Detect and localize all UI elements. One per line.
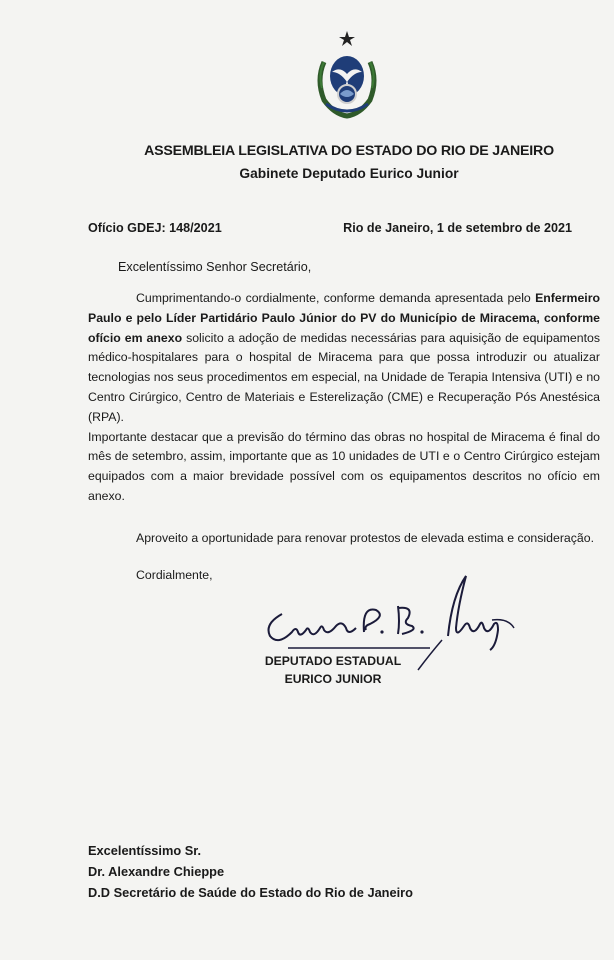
paragraph-request [88,289,600,428]
closing-thanks: Aproveito a oportunidade para renovar protestos de elevada estima e consideração. [136,531,595,545]
signatory-title: DEPUTADO ESTADUAL [264,654,402,668]
salutation: Excelentíssimo Senhor Secretário, [118,260,312,274]
institution-heading: ASSEMBLEIA LEGISLATIVA DO ESTADO DO RIO DE JANEIRO [144,143,554,159]
paragraph-request-text-2: solicito a adoção de medidas necessárias para aquisição de equipamentos médico-hospitalares para o hospital de Miracema para que possa introduzir ou atualizar tecnologias nos seus procedimentos em especial, na Unidade de Terapia Intensiva (UTI) e no Centro Cirúrgico, Centro de Materiais e Esterelização (CME) e Recuperação Pós Anestésica (RPA). [88,330,600,424]
paragraph-deadline: Importante destacar que a previsão do término das obras no hospital de Miracema é final do mês de setembro, assim, importante que as 10 unidades de UTI e o Centro Cirúrgico estejam equipados com a maior brevidade possível com os equipamentos descritos no ofício em anexo. [88,429,600,503]
office-heading: Gabinete Deputado Eurico Junior [239,166,459,181]
paragraph-request-bold: Enfermeiro Paulo e pelo Líder Partidário Paulo Júnior do PV do Município de Miracema, conforme ofício em anexo [88,291,600,345]
recipient-line-2: Dr. Alexandre Chieppe [88,864,225,879]
letter-body [88,289,600,507]
closing-regards: Cordialmente, [136,568,213,582]
recipient-line-1: Excelentíssimo Sr. [88,843,202,858]
place-and-date: Rio de Janeiro, 1 de setembro de 2021 [343,221,572,235]
reference-line [88,221,572,235]
recipient-block [88,840,413,903]
paragraph-request-text-1: Cumprimentando-o cordialmente, conforme demanda apresentada pelo [136,291,536,305]
recipient-line-3: D.D Secretário de Saúde do Estado do Rio de Janeiro [88,885,413,900]
document-number: Ofício GDEJ: 148/2021 [88,221,222,235]
signatory-block [258,652,408,688]
signatory-name: EURICO JUNIOR [284,672,382,686]
state-coat-of-arms-icon [312,28,382,120]
